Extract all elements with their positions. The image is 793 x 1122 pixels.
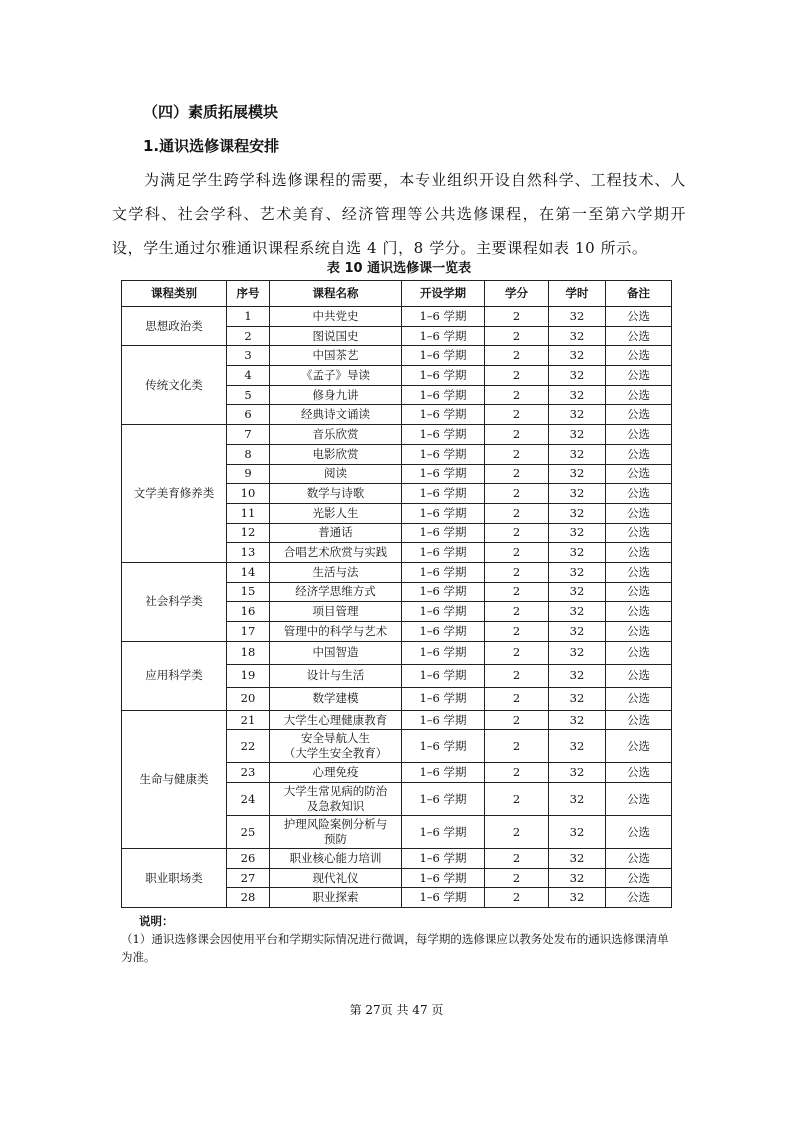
course-table <box>121 280 672 908</box>
course-name-line: 心理免疫 <box>312 765 359 780</box>
cell-credit: 2 <box>485 543 549 563</box>
course-name-line: 经济学思维方式 <box>295 584 376 599</box>
cell-credit: 2 <box>485 622 549 642</box>
cell-course-name <box>270 888 402 908</box>
cell-note: 公选 <box>606 543 672 563</box>
cell-credit: 2 <box>485 366 549 386</box>
cell-credit: 2 <box>485 523 549 543</box>
header-credit: 学分 <box>485 281 549 307</box>
cell-term: 1–6 学期 <box>402 816 485 849</box>
cell-hours: 32 <box>549 484 606 504</box>
table-row <box>122 307 672 327</box>
cell-note: 公选 <box>606 687 672 710</box>
cell-term: 1–6 学期 <box>402 562 485 582</box>
cell-credit: 2 <box>485 868 549 888</box>
cell-term: 1–6 学期 <box>402 868 485 888</box>
notes-text: （1）通识选修课会因使用平台和学期实际情况进行微调，每学期的选修课应以教务处发布的通识选修课清单为准。 <box>121 932 669 964</box>
cell-note: 公选 <box>606 484 672 504</box>
course-name-line: 及急救知识 <box>306 799 365 814</box>
cell-credit: 2 <box>485 602 549 622</box>
cell-term: 1–6 学期 <box>402 523 485 543</box>
cell-course-name <box>270 385 402 405</box>
cell-course-name <box>270 405 402 425</box>
cell-credit: 2 <box>485 582 549 602</box>
cell-hours: 32 <box>549 602 606 622</box>
cell-credit: 2 <box>485 464 549 484</box>
cell-credit: 2 <box>485 444 549 464</box>
cell-term: 1–6 学期 <box>402 385 485 405</box>
cell-hours: 32 <box>549 763 606 783</box>
cell-no: 2 <box>227 326 270 346</box>
cell-note: 公选 <box>606 641 672 664</box>
cell-term: 1–6 学期 <box>402 888 485 908</box>
cell-hours: 32 <box>549 405 606 425</box>
cell-credit: 2 <box>485 405 549 425</box>
cell-hours: 32 <box>549 641 606 664</box>
cell-course-name <box>270 543 402 563</box>
cell-no: 7 <box>227 425 270 445</box>
course-name-line: 大学生常见病的防治 <box>283 784 388 799</box>
subsection-heading: 1.通识选修课程安排 <box>143 137 280 155</box>
course-name-line: 职业探索 <box>312 890 359 905</box>
cell-note: 公选 <box>606 582 672 602</box>
page-footer: 第 27页 共 47 页 <box>349 1003 444 1017</box>
cell-no: 16 <box>227 602 270 622</box>
cell-course-name <box>270 464 402 484</box>
cell-note: 公选 <box>606 622 672 642</box>
cell-hours: 32 <box>549 849 606 869</box>
cell-credit: 2 <box>485 888 549 908</box>
cell-credit: 2 <box>485 385 549 405</box>
cell-term: 1–6 学期 <box>402 503 485 523</box>
cell-course-name <box>270 641 402 664</box>
course-name-line: 现代礼仪 <box>312 870 359 885</box>
cell-credit: 2 <box>485 307 549 327</box>
cell-hours: 32 <box>549 425 606 445</box>
cell-no: 1 <box>227 307 270 327</box>
table-body <box>122 307 672 908</box>
table-row <box>122 562 672 582</box>
header-hours: 学时 <box>549 281 606 307</box>
cell-course-name <box>270 710 402 730</box>
cell-note: 公选 <box>606 405 672 425</box>
cell-no: 23 <box>227 763 270 783</box>
cell-term: 1–6 学期 <box>402 849 485 869</box>
cell-note: 公选 <box>606 444 672 464</box>
cell-no: 26 <box>227 849 270 869</box>
cell-note: 公选 <box>606 385 672 405</box>
cell-course-name <box>270 366 402 386</box>
cell-credit: 2 <box>485 730 549 763</box>
course-name-line: （大学生安全教育） <box>283 746 388 761</box>
course-name-line: 安全导航人生 <box>301 731 370 746</box>
cell-note: 公选 <box>606 366 672 386</box>
cell-note: 公选 <box>606 730 672 763</box>
cell-hours: 32 <box>549 710 606 730</box>
cell-term: 1–6 学期 <box>402 405 485 425</box>
cell-hours: 32 <box>549 622 606 642</box>
intro-paragraph <box>112 163 686 265</box>
cell-term: 1–6 学期 <box>402 730 485 763</box>
cell-hours: 32 <box>549 307 606 327</box>
cell-note: 公选 <box>606 326 672 346</box>
table-header-row <box>122 281 672 307</box>
course-name-line: 管理中的科学与艺术 <box>283 623 388 638</box>
cell-category: 传统文化类 <box>122 346 227 425</box>
cell-course-name <box>270 868 402 888</box>
cell-term: 1–6 学期 <box>402 484 485 504</box>
cell-credit: 2 <box>485 687 549 710</box>
header-name: 课程名称 <box>270 281 402 307</box>
cell-no: 13 <box>227 543 270 563</box>
course-name-line: 中国茶艺 <box>312 348 359 363</box>
cell-note: 公选 <box>606 849 672 869</box>
cell-category: 思想政治类 <box>122 307 227 346</box>
cell-hours: 32 <box>549 385 606 405</box>
cell-note: 公选 <box>606 763 672 783</box>
table-row <box>122 849 672 869</box>
cell-term: 1–6 学期 <box>402 346 485 366</box>
cell-note: 公选 <box>606 307 672 327</box>
cell-hours: 32 <box>549 816 606 849</box>
course-name-line: 大学生心理健康教育 <box>283 712 388 727</box>
cell-note: 公选 <box>606 464 672 484</box>
cell-term: 1–6 学期 <box>402 464 485 484</box>
course-name-line: 项目管理 <box>312 604 359 619</box>
cell-no: 27 <box>227 868 270 888</box>
cell-term: 1–6 学期 <box>402 543 485 563</box>
course-name-line: 预防 <box>324 832 347 847</box>
cell-hours: 32 <box>549 664 606 687</box>
cell-hours: 32 <box>549 523 606 543</box>
cell-no: 11 <box>227 503 270 523</box>
header-term: 开设学期 <box>402 281 485 307</box>
course-name-line: 普通话 <box>318 525 353 540</box>
cell-note: 公选 <box>606 346 672 366</box>
cell-credit: 2 <box>485 710 549 730</box>
cell-note: 公选 <box>606 425 672 445</box>
cell-no: 19 <box>227 664 270 687</box>
cell-category: 社会科学类 <box>122 562 227 641</box>
cell-hours: 32 <box>549 346 606 366</box>
cell-course-name <box>270 816 402 849</box>
cell-credit: 2 <box>485 503 549 523</box>
cell-hours: 32 <box>549 868 606 888</box>
cell-course-name <box>270 687 402 710</box>
cell-credit: 2 <box>485 484 549 504</box>
course-name-line: 职业核心能力培训 <box>289 850 382 865</box>
intro-paragraph-text: 为满足学生跨学科选修课程的需要，本专业组织开设自然科学、工程技术、人文学科、社会学科、艺术美育、经济管理等公共选修课程，在第一至第六学期开设，学生通过尔雅通识课程系统自选 4 门，8 学分。主要课程如表 10 所示。 <box>112 171 686 257</box>
course-name-line: 阅读 <box>324 466 347 481</box>
cell-hours: 32 <box>549 326 606 346</box>
course-name-line: 数学建模 <box>312 691 359 706</box>
cell-credit: 2 <box>485 664 549 687</box>
cell-no: 4 <box>227 366 270 386</box>
cell-no: 15 <box>227 582 270 602</box>
cell-course-name <box>270 783 402 816</box>
course-name-line: 光影人生 <box>312 505 359 520</box>
cell-note: 公选 <box>606 868 672 888</box>
cell-term: 1–6 学期 <box>402 366 485 386</box>
cell-hours: 32 <box>549 783 606 816</box>
cell-credit: 2 <box>485 326 549 346</box>
course-name-line: 数学与诗歌 <box>306 486 365 501</box>
table-row <box>122 641 672 664</box>
cell-no: 9 <box>227 464 270 484</box>
course-name-line: 图说国史 <box>312 328 359 343</box>
cell-term: 1–6 学期 <box>402 444 485 464</box>
course-name-line: 护理风险案例分析与 <box>283 817 388 832</box>
cell-course-name <box>270 582 402 602</box>
cell-note: 公选 <box>606 503 672 523</box>
cell-no: 3 <box>227 346 270 366</box>
header-no: 序号 <box>227 281 270 307</box>
cell-course-name <box>270 444 402 464</box>
cell-hours: 32 <box>549 503 606 523</box>
cell-course-name <box>270 763 402 783</box>
cell-hours: 32 <box>549 543 606 563</box>
cell-category: 职业职场类 <box>122 849 227 908</box>
cell-credit: 2 <box>485 641 549 664</box>
cell-term: 1–6 学期 <box>402 622 485 642</box>
course-name-line: 修身九讲 <box>312 387 359 402</box>
cell-note: 公选 <box>606 888 672 908</box>
cell-category: 文学美育修养类 <box>122 425 227 563</box>
cell-note: 公选 <box>606 562 672 582</box>
cell-term: 1–6 学期 <box>402 710 485 730</box>
cell-hours: 32 <box>549 562 606 582</box>
cell-hours: 32 <box>549 730 606 763</box>
cell-course-name <box>270 730 402 763</box>
course-name-line: 《孟子》导读 <box>301 367 370 382</box>
table-row <box>122 346 672 366</box>
cell-credit: 2 <box>485 763 549 783</box>
cell-course-name <box>270 602 402 622</box>
cell-credit: 2 <box>485 346 549 366</box>
notes-title: 说明： <box>139 914 174 928</box>
course-name-line: 中共党史 <box>312 308 359 323</box>
cell-no: 6 <box>227 405 270 425</box>
cell-no: 5 <box>227 385 270 405</box>
cell-term: 1–6 学期 <box>402 582 485 602</box>
cell-credit: 2 <box>485 816 549 849</box>
table-row <box>122 710 672 730</box>
cell-course-name <box>270 346 402 366</box>
cell-course-name <box>270 307 402 327</box>
cell-hours: 32 <box>549 582 606 602</box>
cell-no: 8 <box>227 444 270 464</box>
cell-course-name <box>270 622 402 642</box>
cell-term: 1–6 学期 <box>402 664 485 687</box>
notes <box>121 912 677 966</box>
course-name-line: 设计与生活 <box>306 668 365 683</box>
header-note: 备注 <box>606 281 672 307</box>
cell-course-name <box>270 664 402 687</box>
header-category: 课程类别 <box>122 281 227 307</box>
cell-note: 公选 <box>606 664 672 687</box>
course-name-line: 音乐欣赏 <box>312 426 359 441</box>
cell-note: 公选 <box>606 783 672 816</box>
cell-term: 1–6 学期 <box>402 425 485 445</box>
cell-note: 公选 <box>606 710 672 730</box>
cell-course-name <box>270 484 402 504</box>
cell-category: 生命与健康类 <box>122 710 227 848</box>
cell-term: 1–6 学期 <box>402 307 485 327</box>
cell-no: 24 <box>227 783 270 816</box>
cell-credit: 2 <box>485 849 549 869</box>
cell-course-name <box>270 523 402 543</box>
cell-no: 28 <box>227 888 270 908</box>
cell-credit: 2 <box>485 562 549 582</box>
cell-term: 1–6 学期 <box>402 641 485 664</box>
cell-hours: 32 <box>549 366 606 386</box>
cell-no: 10 <box>227 484 270 504</box>
cell-course-name <box>270 326 402 346</box>
course-name-line: 合唱艺术欣赏与实践 <box>283 545 388 560</box>
cell-note: 公选 <box>606 816 672 849</box>
cell-no: 20 <box>227 687 270 710</box>
cell-term: 1–6 学期 <box>402 687 485 710</box>
cell-course-name <box>270 503 402 523</box>
cell-note: 公选 <box>606 602 672 622</box>
cell-hours: 32 <box>549 687 606 710</box>
section-heading: （四）素质拓展模块 <box>143 103 279 121</box>
cell-term: 1–6 学期 <box>402 763 485 783</box>
cell-hours: 32 <box>549 444 606 464</box>
cell-category: 应用科学类 <box>122 641 227 710</box>
cell-note: 公选 <box>606 523 672 543</box>
course-name-line: 中国智造 <box>312 645 359 660</box>
table-caption: 表 10 通识选修课一览表 <box>326 261 472 276</box>
course-name-line: 电影欣赏 <box>312 446 359 461</box>
course-name-line: 生活与法 <box>312 564 359 579</box>
course-name-line: 经典诗文诵读 <box>301 407 370 422</box>
cell-no: 12 <box>227 523 270 543</box>
table-row <box>122 425 672 445</box>
cell-term: 1–6 学期 <box>402 602 485 622</box>
cell-hours: 32 <box>549 888 606 908</box>
cell-course-name <box>270 562 402 582</box>
cell-course-name <box>270 425 402 445</box>
cell-no: 21 <box>227 710 270 730</box>
cell-credit: 2 <box>485 425 549 445</box>
cell-no: 22 <box>227 730 270 763</box>
cell-no: 25 <box>227 816 270 849</box>
cell-course-name <box>270 849 402 869</box>
cell-no: 14 <box>227 562 270 582</box>
cell-term: 1–6 学期 <box>402 326 485 346</box>
cell-term: 1–6 学期 <box>402 783 485 816</box>
cell-credit: 2 <box>485 783 549 816</box>
cell-no: 17 <box>227 622 270 642</box>
cell-no: 18 <box>227 641 270 664</box>
cell-hours: 32 <box>549 464 606 484</box>
